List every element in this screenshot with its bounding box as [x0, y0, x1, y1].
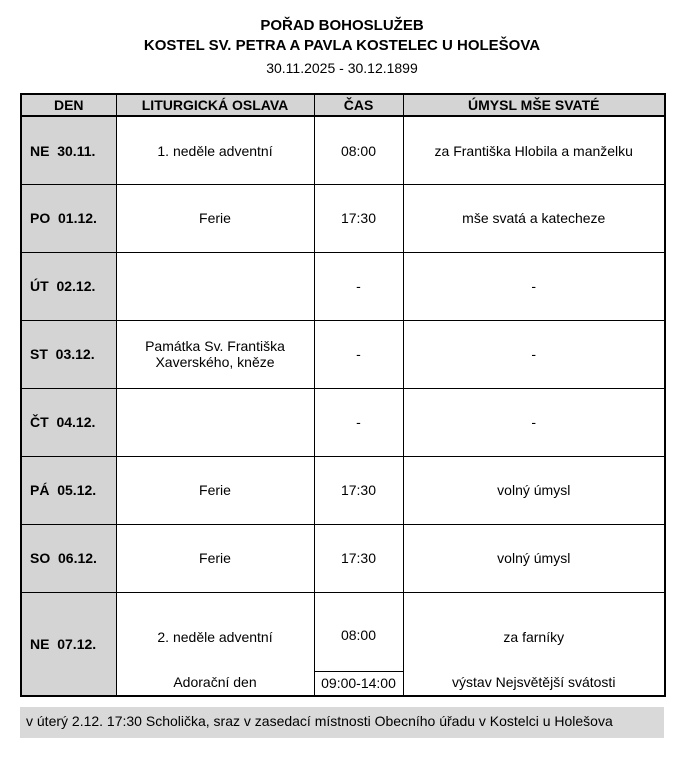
liturgy-cell: Ferie [116, 184, 314, 252]
table-row [21, 456, 665, 524]
intention-cell: za Františka Hlobila a manželku [403, 116, 665, 184]
day-cell: NE 07.12. [21, 592, 116, 696]
time-line-1: 08:00 [340, 627, 377, 644]
day-cell: ST 03.12. [21, 320, 116, 388]
time-cell: - [314, 252, 403, 320]
time-line-2: 09:00-14:00 [315, 671, 403, 695]
liturgy-cell [116, 592, 314, 696]
day-cell: ÚT 02.12. [21, 252, 116, 320]
liturgy-cell: Památka Sv. Františka Xaverského, kněze [116, 320, 314, 388]
intention-cell: - [403, 388, 665, 456]
column-header-oslava: LITURGICKÁ OSLAVA [116, 94, 314, 116]
intention-cell: mše svatá a katecheze [403, 184, 665, 252]
table-header-row [21, 94, 665, 116]
day-cell: PO 01.12. [21, 184, 116, 252]
footer-note: v úterý 2.12. 17:30 Scholička, sraz v zasedací místnosti Obecního úřadu v Kostelci u Holešova [20, 707, 664, 737]
liturgy-cell: Ferie [116, 456, 314, 524]
intention-cell: volný úmysl [403, 456, 665, 524]
column-header-den: DEN [21, 94, 116, 116]
time-cell: - [314, 320, 403, 388]
table-row [21, 524, 665, 592]
intention-line-2: výstav Nejsvětější svátosti [452, 674, 616, 691]
table-row [21, 116, 665, 184]
schedule-table [20, 93, 666, 697]
liturgy-cell [116, 388, 314, 456]
time-cell [314, 592, 403, 696]
time-cell: 08:00 [314, 116, 403, 184]
time-stack [315, 593, 403, 695]
page-title: POŘAD BOHOSLUŽEB [260, 17, 424, 34]
table-row [21, 252, 665, 320]
column-header-umysl: ÚMYSL MŠE SVATÉ [403, 94, 665, 116]
church-title: KOSTEL SV. PETRA A PAVLA KOSTELEC U HOLEŠOVA [143, 37, 541, 55]
day-cell: NE 30.11. [21, 116, 116, 184]
intention-line-1: za farníky [503, 628, 565, 645]
day-cell: SO 06.12. [21, 524, 116, 592]
table-row [21, 388, 665, 456]
time-cell: 17:30 [314, 456, 403, 524]
day-cell: ČT 04.12. [21, 388, 116, 456]
liturgy-cell: 1. neděle adventní [116, 116, 314, 184]
liturgy-line-1: 2. neděle adventní [157, 628, 273, 645]
column-header-cas: ČAS [314, 94, 403, 116]
table-row [21, 592, 665, 696]
time-cell: 17:30 [314, 524, 403, 592]
intention-cell [403, 592, 665, 696]
intention-cell: volný úmysl [403, 524, 665, 592]
intention-cell: - [403, 320, 665, 388]
liturgy-cell [116, 252, 314, 320]
time-cell: 17:30 [314, 184, 403, 252]
intention-cell: - [403, 252, 665, 320]
day-cell: PÁ 05.12. [21, 456, 116, 524]
intention-stack [404, 593, 665, 695]
document-header [20, 16, 664, 77]
table-row [21, 320, 665, 388]
table-row [21, 184, 665, 252]
liturgy-cell: Ferie [116, 524, 314, 592]
liturgy-stack [117, 593, 314, 695]
time-cell: - [314, 388, 403, 456]
liturgy-line-2: Adorační den [173, 674, 257, 691]
date-range: 30.11.2025 - 30.12.1899 [266, 59, 418, 76]
